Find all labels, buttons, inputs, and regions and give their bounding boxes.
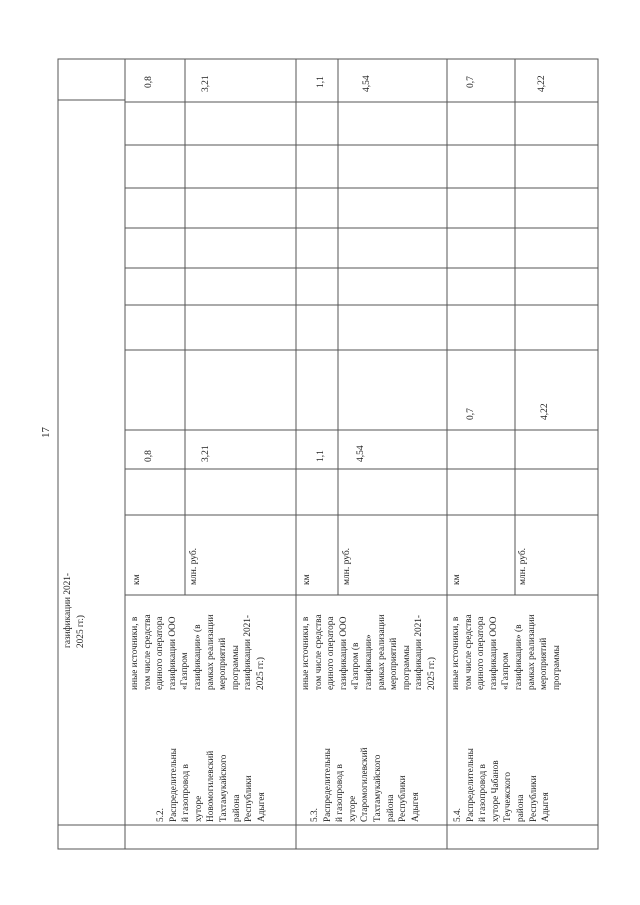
text-line: программы xyxy=(230,645,241,690)
row-5-2-unit-km: км xyxy=(132,574,142,585)
row-5-3-value-rub: 4,54 xyxy=(356,445,366,462)
row-5-4-unit-rub: млн. руб. xyxy=(518,547,528,585)
row-5-4-value-km: 0,7 xyxy=(466,408,476,420)
text-line: й газопровод в xyxy=(478,764,489,822)
row-5-3-source xyxy=(300,614,439,690)
text-line: единого оператора xyxy=(155,616,166,690)
top-row-program-tail xyxy=(62,573,87,648)
text-line: газификации 2021- xyxy=(63,572,73,648)
row-5-3-total-rub: 4,54 xyxy=(362,75,372,92)
row-5-4-name xyxy=(452,748,553,822)
text-line: мероприятий xyxy=(539,637,550,690)
row-5-2-unit-rub: млн. руб. xyxy=(189,547,199,585)
text-line: 2025 гг.) xyxy=(255,657,266,690)
text-line: том числе средства xyxy=(463,614,474,690)
text-line: «Газпром xyxy=(501,652,512,690)
text-line: хуторе Чабанов xyxy=(490,760,501,822)
text-line: газификации ООО xyxy=(167,616,178,690)
text-line: Адыгея xyxy=(541,792,552,822)
text-line: 5.3. xyxy=(310,808,320,822)
text-line: газификации 2021- xyxy=(243,614,254,690)
text-line: газификации» (в xyxy=(513,624,524,690)
text-line: рамках реализации xyxy=(205,614,216,690)
text-line: Тахтамукайского xyxy=(372,754,383,822)
text-line: Теучежского xyxy=(503,772,514,822)
text-line: Тахтамукайского xyxy=(218,754,229,822)
row-5-3-unit-km: км xyxy=(302,574,312,585)
row-5-3-total-km: 1,1 xyxy=(316,76,326,88)
row-5-2-value-km: 0,8 xyxy=(144,450,154,462)
text-line: единого оператора xyxy=(326,616,337,690)
text-line: программы xyxy=(401,645,412,690)
row-5-2-name xyxy=(155,748,268,822)
text-line: том числе средства xyxy=(313,614,324,690)
text-line: «Газпром (в xyxy=(351,642,362,690)
text-line: Старомогилевский xyxy=(360,747,371,822)
text-line: 2025 гг.) xyxy=(75,615,86,648)
row-5-3-name xyxy=(309,747,422,822)
row-5-2-total-rub: 3,21 xyxy=(201,75,211,92)
text-line: иные источники, в xyxy=(301,616,311,690)
text-line: иные источники, в xyxy=(451,616,461,690)
row-5-4-source xyxy=(450,614,563,690)
text-line: района xyxy=(385,794,396,822)
text-line: газификации» (в xyxy=(192,624,203,690)
text-line: й газопровод в xyxy=(181,764,192,822)
row-5-4-value-rub: 4,22 xyxy=(540,403,550,420)
text-line: района xyxy=(231,794,242,822)
text-line: Адыгея xyxy=(410,792,421,822)
text-line: рамках реализации xyxy=(376,614,387,690)
text-line: газификации ООО xyxy=(338,616,349,690)
text-line: газификации» xyxy=(363,634,374,690)
text-line: хуторе xyxy=(347,795,358,822)
text-line: Республики xyxy=(528,775,539,822)
text-line: хуторе xyxy=(193,795,204,822)
row-5-2-total-km: 0,8 xyxy=(144,76,154,88)
row-5-4-unit-km: км xyxy=(452,574,462,585)
text-line: газификации 2021- xyxy=(414,614,425,690)
row-5-2-value-rub: 3,21 xyxy=(201,445,211,462)
text-line: Республики xyxy=(398,775,409,822)
text-line: Распределительны xyxy=(465,748,476,822)
text-line: программы xyxy=(551,645,562,690)
text-line: том числе средства xyxy=(142,614,153,690)
text-line: й газопровод в xyxy=(335,764,346,822)
text-line: единого оператора xyxy=(476,616,487,690)
text-line: Распределительны xyxy=(168,748,179,822)
text-line: Адыгея xyxy=(256,792,267,822)
row-5-4-total-km: 0,7 xyxy=(466,76,476,88)
row-5-3-unit-rub: млн. руб. xyxy=(342,547,352,585)
row-5-4-total-rub: 4,22 xyxy=(537,75,547,92)
text-line: 5.4. xyxy=(453,808,463,822)
text-line: 5.2. xyxy=(156,808,166,822)
text-line: Республики xyxy=(244,775,255,822)
text-line: района xyxy=(515,794,526,822)
row-5-3-value-km: 1,1 xyxy=(316,450,326,462)
text-line: рамках реализации xyxy=(526,614,537,690)
text-line: «Газпром xyxy=(180,652,191,690)
text-line: мероприятий xyxy=(218,637,229,690)
text-line: 2025 гг.) xyxy=(426,657,437,690)
page-number: 17 xyxy=(40,427,52,438)
text-line: Распределительны xyxy=(322,748,333,822)
text-line: мероприятий xyxy=(389,637,400,690)
text-line: газификации ООО xyxy=(488,616,499,690)
row-5-2-source xyxy=(129,614,268,690)
text-line: Новомогилевский xyxy=(206,750,217,822)
text-line: иные источники, в xyxy=(130,616,140,690)
